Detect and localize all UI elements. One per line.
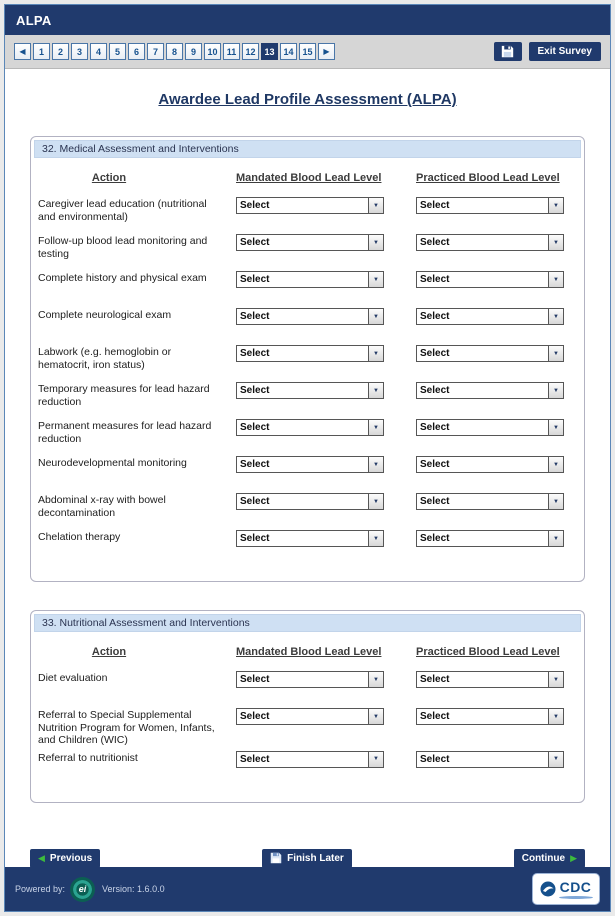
- practiced-blood-lead-select-s0-r5[interactable]: [416, 382, 564, 399]
- select-value: Select: [420, 459, 450, 470]
- select-value: Select: [420, 200, 450, 211]
- practiced-blood-lead-select-s0-r6[interactable]: [416, 419, 564, 436]
- dropdown-arrow-icon: ▼: [548, 752, 563, 767]
- practiced-select-cell: [416, 197, 577, 234]
- mandated-select-cell: [236, 493, 416, 530]
- section-title: 32. Medical Assessment and Interventions: [34, 140, 581, 158]
- page-button-14[interactable]: 14: [280, 43, 297, 60]
- dropdown-arrow-icon: ▼: [368, 672, 383, 687]
- select-value: Select: [420, 311, 450, 322]
- column-header-mandated: Mandated Blood Lead Level: [236, 646, 382, 658]
- practiced-select-cell: [416, 419, 577, 456]
- practiced-select-cell: [416, 751, 577, 788]
- cdc-logo: [532, 873, 600, 905]
- select-value: Select: [240, 237, 270, 248]
- dropdown-arrow-icon: ▼: [368, 198, 383, 213]
- practiced-select-cell: [416, 308, 577, 345]
- select-value: Select: [240, 311, 270, 322]
- action-label: Labwork (e.g. hemoglobin or hematocrit, iron status): [38, 346, 172, 371]
- action-label: Caregiver lead education (nutritional and environmental): [38, 198, 207, 223]
- practiced-blood-lead-select-s1-r1[interactable]: [416, 708, 564, 725]
- dropdown-arrow-icon: ▼: [368, 235, 383, 250]
- mandated-blood-lead-select-s1-r2[interactable]: [236, 751, 384, 768]
- action-label: Referral to nutritionist: [38, 751, 138, 764]
- dropdown-arrow-icon: ▼: [368, 752, 383, 767]
- select-value: Select: [240, 422, 270, 433]
- version-label: Version: 1.6.0.0: [102, 884, 165, 894]
- dropdown-arrow-icon: ▼: [368, 309, 383, 324]
- dropdown-arrow-icon: ▼: [368, 383, 383, 398]
- column-header-practiced: Practiced Blood Lead Level: [416, 646, 560, 658]
- dropdown-arrow-icon: ▼: [548, 346, 563, 361]
- action-label: Permanent measures for lead hazard reduction: [38, 420, 212, 445]
- dropdown-arrow-icon: ▼: [368, 346, 383, 361]
- practiced-blood-lead-select-s0-r2[interactable]: [416, 271, 564, 288]
- content-area: [5, 69, 610, 867]
- column-header-mandated: Mandated Blood Lead Level: [236, 172, 382, 184]
- dropdown-arrow-icon: ▼: [548, 457, 563, 472]
- cdc-logo-text-block: [559, 880, 593, 899]
- practiced-blood-lead-select-s1-r0[interactable]: [416, 671, 564, 688]
- practiced-blood-lead-select-s0-r3[interactable]: [416, 308, 564, 325]
- practiced-select-cell: [416, 493, 577, 530]
- select-value: Select: [420, 237, 450, 248]
- dropdown-arrow-icon: ▼: [548, 709, 563, 724]
- select-value: Select: [420, 533, 450, 544]
- page-button-10[interactable]: 10: [204, 43, 221, 60]
- action-label: Chelation therapy: [38, 531, 121, 543]
- mandated-blood-lead-select-s0-r8[interactable]: [236, 493, 384, 510]
- dropdown-arrow-icon: ▼: [548, 198, 563, 213]
- mandated-blood-lead-select-s0-r1[interactable]: [236, 234, 384, 251]
- nav-buttons-row: [30, 849, 585, 867]
- save-icon: [501, 45, 514, 58]
- select-value: Select: [240, 459, 270, 470]
- dropdown-arrow-icon: ▼: [548, 531, 563, 546]
- action-label: Diet evaluation: [38, 672, 108, 684]
- save-icon: [270, 852, 282, 864]
- dropdown-arrow-icon: ▼: [548, 383, 563, 398]
- section-grid: [34, 158, 581, 567]
- column-header-action: Action: [91, 172, 127, 184]
- continue-label: Continue: [521, 852, 566, 864]
- dropdown-arrow-icon: ▼: [548, 672, 563, 687]
- page-button-12[interactable]: 12: [242, 43, 259, 60]
- dropdown-arrow-icon: ▼: [548, 235, 563, 250]
- practiced-blood-lead-select-s0-r7[interactable]: [416, 456, 564, 473]
- action-label: Temporary measures for lead hazard reduction: [38, 383, 210, 408]
- practiced-blood-lead-select-s1-r2[interactable]: [416, 751, 564, 768]
- action-label: Abdominal x-ray with bowel decontamination: [38, 494, 166, 519]
- select-value: Select: [240, 274, 270, 285]
- page-button-6[interactable]: 6: [128, 43, 145, 60]
- column-header-practiced: Practiced Blood Lead Level: [416, 172, 560, 184]
- page-button-2[interactable]: 2: [52, 43, 69, 60]
- column-header-action: Action: [91, 646, 127, 658]
- green-arrow-right-icon: ▶: [570, 852, 577, 863]
- select-value: Select: [420, 274, 450, 285]
- dropdown-arrow-icon: ▼: [368, 531, 383, 546]
- select-value: Select: [420, 348, 450, 359]
- select-value: Select: [240, 533, 270, 544]
- practiced-blood-lead-select-s0-r8[interactable]: [416, 493, 564, 510]
- select-value: Select: [240, 496, 270, 507]
- mandated-select-cell: [236, 671, 416, 708]
- practiced-blood-lead-select-s0-r1[interactable]: [416, 234, 564, 251]
- mandated-blood-lead-select-s1-r0[interactable]: [236, 671, 384, 688]
- page-button-4[interactable]: 4: [90, 43, 107, 60]
- mandated-blood-lead-select-s0-r9[interactable]: [236, 530, 384, 547]
- finish-later-button[interactable]: [262, 849, 352, 867]
- next-page-arrow-icon[interactable]: ▶: [318, 43, 335, 60]
- practiced-select-cell: [416, 271, 577, 308]
- mandated-select-cell: [236, 751, 416, 788]
- select-value: Select: [240, 753, 270, 765]
- mandated-blood-lead-select-s0-r2[interactable]: [236, 271, 384, 288]
- page-title: Awardee Lead Profile Assessment (ALPA): [158, 91, 457, 108]
- select-value: Select: [420, 711, 450, 722]
- mandated-select-cell: [236, 382, 416, 419]
- previous-button[interactable]: [30, 849, 100, 867]
- green-arrow-left-icon: ◀: [38, 852, 45, 863]
- cdc-text: CDC: [559, 878, 592, 895]
- mandated-blood-lead-select-s0-r7[interactable]: [236, 456, 384, 473]
- mandated-select-cell: [236, 530, 416, 567]
- alpa-app: [4, 4, 611, 912]
- practiced-select-cell: [416, 234, 577, 271]
- finish-later-label: Finish Later: [287, 852, 344, 864]
- select-value: Select: [420, 385, 450, 396]
- mandated-blood-lead-select-s0-r5[interactable]: [236, 382, 384, 399]
- page-button-5[interactable]: 5: [109, 43, 126, 60]
- mandated-blood-lead-select-s1-r1[interactable]: [236, 708, 384, 725]
- dropdown-arrow-icon: ▼: [548, 309, 563, 324]
- page-button-3[interactable]: 3: [71, 43, 88, 60]
- select-value: Select: [240, 348, 270, 359]
- mandated-select-cell: [236, 271, 416, 308]
- select-value: Select: [240, 200, 270, 211]
- practiced-select-cell: [416, 671, 577, 708]
- action-label: Referral to Special Supplemental Nutrition Program for Women, Infants, and Children (WIC): [38, 709, 215, 747]
- practiced-select-cell: [416, 345, 577, 382]
- dropdown-arrow-icon: ▼: [368, 272, 383, 287]
- action-label: Follow-up blood lead monitoring and testing: [38, 235, 208, 260]
- section-32: [30, 136, 585, 582]
- page-button-1[interactable]: 1: [33, 43, 50, 60]
- app-footer: [5, 867, 610, 911]
- select-value: Select: [420, 674, 450, 685]
- hhs-eagle-icon: [540, 881, 556, 897]
- action-label: Complete neurological exam: [38, 309, 172, 321]
- sections-container: [30, 136, 585, 803]
- select-value: Select: [420, 422, 450, 433]
- mandated-blood-lead-select-s0-r4[interactable]: [236, 345, 384, 362]
- page-list: [33, 43, 316, 60]
- continue-button[interactable]: [514, 849, 585, 867]
- app-title: ALPA: [16, 12, 52, 28]
- practiced-select-cell: [416, 456, 577, 493]
- previous-label: Previous: [49, 852, 93, 864]
- powered-by-label: Powered by:: [15, 884, 66, 894]
- section-grid: [34, 632, 581, 788]
- mandated-select-cell: [236, 197, 416, 234]
- practiced-blood-lead-select-s0-r4[interactable]: [416, 345, 564, 362]
- practiced-blood-lead-select-s0-r0[interactable]: [416, 197, 564, 214]
- dropdown-arrow-icon: ▼: [368, 709, 383, 724]
- save-button[interactable]: [494, 42, 522, 61]
- page-button-11[interactable]: 11: [223, 43, 240, 60]
- page-button-15[interactable]: 15: [299, 43, 316, 60]
- cdc-swoosh: [559, 896, 593, 899]
- dropdown-arrow-icon: ▼: [548, 420, 563, 435]
- action-label: Complete history and physical exam: [38, 272, 207, 284]
- ei-logo: ei: [70, 877, 95, 902]
- dropdown-arrow-icon: ▼: [368, 457, 383, 472]
- dropdown-arrow-icon: ▼: [368, 494, 383, 509]
- practiced-select-cell: [416, 530, 577, 567]
- select-value: Select: [420, 496, 450, 507]
- section-title: 33. Nutritional Assessment and Interventions: [34, 614, 581, 632]
- mandated-select-cell: [236, 345, 416, 382]
- dropdown-arrow-icon: ▼: [368, 420, 383, 435]
- practiced-select-cell: [416, 708, 577, 751]
- exit-survey-button[interactable]: Exit Survey: [529, 42, 601, 61]
- mandated-blood-lead-select-s0-r6[interactable]: [236, 419, 384, 436]
- app-header: [5, 5, 610, 35]
- select-value: Select: [240, 711, 270, 722]
- mandated-select-cell: [236, 419, 416, 456]
- section-33: [30, 610, 585, 803]
- mandated-select-cell: [236, 234, 416, 271]
- select-value: Select: [240, 385, 270, 396]
- page-button-7[interactable]: 7: [147, 43, 164, 60]
- previous-page-arrow-icon[interactable]: ◀: [14, 43, 31, 60]
- select-value: Select: [420, 753, 450, 765]
- mandated-select-cell: [236, 308, 416, 345]
- action-label: Neurodevelopmental monitoring: [38, 457, 187, 469]
- pagination-bar: [5, 35, 610, 69]
- dropdown-arrow-icon: ▼: [548, 494, 563, 509]
- page-button-8[interactable]: 8: [166, 43, 183, 60]
- mandated-select-cell: [236, 456, 416, 493]
- practiced-select-cell: [416, 382, 577, 419]
- page-button-13[interactable]: 13: [261, 43, 278, 60]
- mandated-select-cell: [236, 708, 416, 751]
- mandated-blood-lead-select-s0-r3[interactable]: [236, 308, 384, 325]
- select-value: Select: [240, 674, 270, 685]
- dropdown-arrow-icon: ▼: [548, 272, 563, 287]
- mandated-blood-lead-select-s0-r0[interactable]: [236, 197, 384, 214]
- practiced-blood-lead-select-s0-r9[interactable]: [416, 530, 564, 547]
- page-button-9[interactable]: 9: [185, 43, 202, 60]
